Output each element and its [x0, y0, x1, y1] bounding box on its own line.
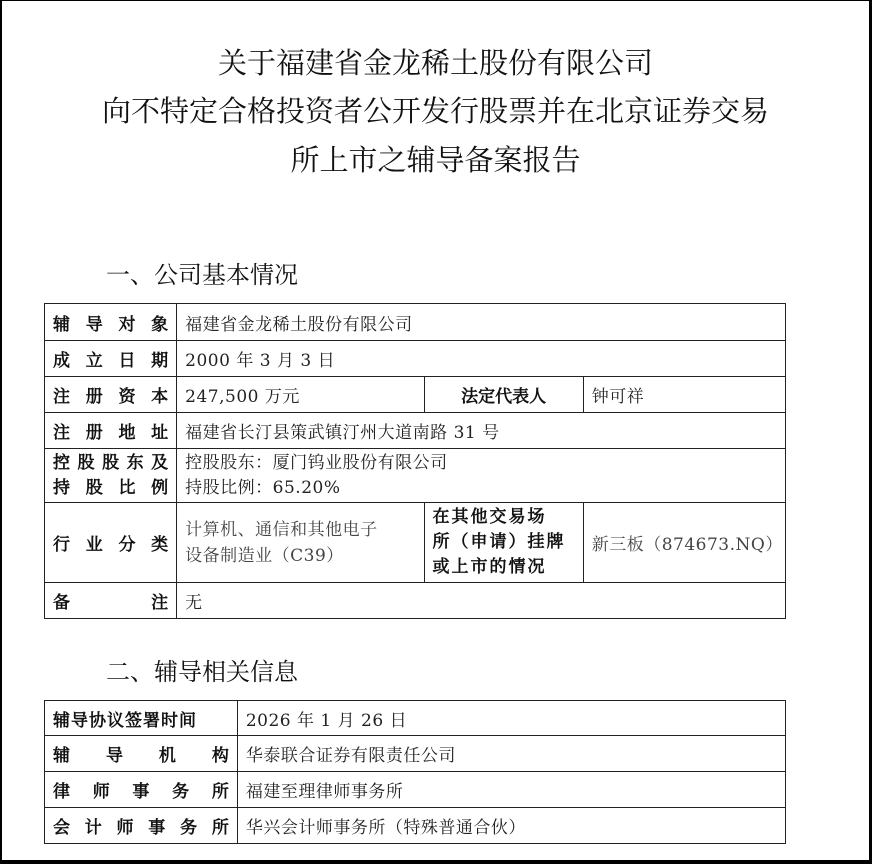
- label-target: 辅 导 对 象: [45, 304, 177, 341]
- value-industry: 计算机、通信和其他电子 设备制造业（C39）: [177, 503, 424, 583]
- section-heading-guidance-info: 二、辅导相关信息: [106, 658, 298, 686]
- label-shareholder: 控 股 股 东 及 持 股 比 例: [45, 449, 177, 503]
- value-address: 福建省长汀县策武镇汀州大道南路 31 号: [177, 413, 786, 449]
- label-legal-representative: 法定代表人: [424, 377, 583, 413]
- table-row-law-firm: [45, 772, 786, 808]
- shareholding-ratio: 持股比例：65.20%: [185, 477, 341, 498]
- value-remark: 无: [177, 583, 786, 619]
- document-page: [2, 1, 869, 860]
- title-line-1: 关于福建省金龙稀土股份有限公司: [217, 46, 653, 80]
- table-row-accounting-firm: [45, 808, 786, 844]
- table-row-address: [45, 413, 786, 449]
- value-founded: 2000 年 3 月 3 日: [177, 341, 786, 377]
- value-legal-representative: 钟可祥: [583, 377, 785, 413]
- value-shareholder: [177, 449, 786, 503]
- label-address: 注 册 地 址: [45, 413, 177, 449]
- label-law-firm: 律 师 事 务 所: [45, 772, 238, 808]
- value-accounting-firm: 华兴会计师事务所（特殊普通合伙）: [237, 808, 785, 844]
- table-row-sign-date: [45, 701, 786, 736]
- section-heading-company-info: 一、公司基本情况: [106, 261, 298, 289]
- label-remark: 备 注: [45, 583, 177, 619]
- value-capital: 247,500 万元: [177, 377, 424, 413]
- table-row-target: [45, 304, 786, 341]
- label-sign-date: 辅导协议签署时间: [45, 701, 238, 736]
- value-institution: 华泰联合证券有限责任公司: [237, 736, 785, 772]
- value-law-firm: 福建至理律师事务所: [237, 772, 785, 808]
- guidance-info-table: [44, 700, 786, 844]
- value-target: 福建省金龙稀土股份有限公司: [177, 304, 786, 341]
- title-line-3: 所上市之辅导备案报告: [290, 143, 581, 177]
- label-institution: 辅 导 机 构: [45, 736, 238, 772]
- table-row-industry: [45, 503, 786, 583]
- value-sign-date: 2026 年 1 月 26 日: [237, 701, 785, 736]
- table-row-capital: [45, 377, 786, 413]
- label-accounting-firm: 会 计 师 事 务 所: [45, 808, 238, 844]
- label-other-listing: 在其他交易场 所（申请）挂牌 或上市的情况: [424, 503, 583, 583]
- title-line-2: 向不特定合格投资者公开发行股票并在北京证券交易: [101, 94, 769, 128]
- label-industry: 行 业 分 类: [45, 503, 177, 583]
- table-row-remark: [45, 583, 786, 619]
- table-row-founded: [45, 341, 786, 377]
- label-capital: 注 册 资 本: [45, 377, 177, 413]
- table-row-institution: [45, 736, 786, 772]
- label-founded: 成 立 日 期: [45, 341, 177, 377]
- company-info-table: [44, 303, 786, 619]
- value-other-listing: 新三板（874673.NQ）: [583, 503, 785, 583]
- table-row-shareholder: [45, 449, 786, 503]
- controlling-shareholder: 控股股东：厦门钨业股份有限公司: [185, 452, 448, 473]
